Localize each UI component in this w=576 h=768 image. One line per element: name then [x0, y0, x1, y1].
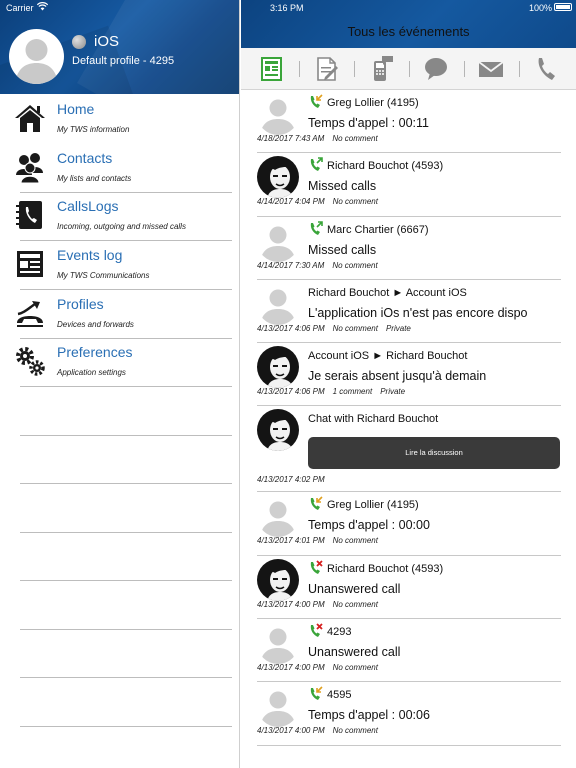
- toolbar-separator: [299, 61, 300, 77]
- contact-avatar[interactable]: [257, 495, 299, 537]
- event-row[interactable]: [241, 619, 576, 682]
- carrier-label: Carrier: [6, 3, 34, 13]
- event-comment-count[interactable]: 1 comment: [332, 387, 373, 397]
- event-list: [241, 90, 576, 746]
- event-row[interactable]: [241, 343, 576, 406]
- event-comment-count[interactable]: No comment: [332, 323, 378, 333]
- event-title: Greg Lollier (4195): [327, 499, 419, 512]
- incoming-call-icon: [308, 94, 323, 109]
- event-title: 4595: [327, 689, 352, 702]
- empty-divider: [20, 435, 232, 436]
- menu-item-title: Events log: [57, 247, 123, 264]
- event-meta: [257, 726, 378, 735]
- wifi-icon: [37, 2, 48, 11]
- events-log-icon: [14, 248, 46, 280]
- event-row[interactable]: [241, 90, 576, 153]
- event-comment-count[interactable]: No comment: [332, 663, 378, 673]
- voicemail-icon[interactable]: [366, 55, 396, 83]
- menu-item-callslogs[interactable]: [0, 191, 239, 240]
- event-text: Temps d'appel : 00:00: [308, 518, 430, 533]
- event-title: Richard Bouchot (4593): [327, 562, 444, 575]
- profile-avatar[interactable]: [9, 29, 64, 84]
- event-private-flag: Private: [385, 323, 411, 333]
- event-title: Account iOS ► Richard Bouchot: [308, 350, 468, 363]
- gears-icon: [14, 345, 46, 377]
- incoming-call-icon: [308, 496, 323, 511]
- event-comment-count[interactable]: No comment: [332, 260, 378, 270]
- event-row[interactable]: [241, 153, 576, 216]
- menu-item-subtitle: My lists and contacts: [57, 173, 132, 183]
- profile-name: iOS: [94, 33, 120, 50]
- event-comment-count[interactable]: No comment: [332, 726, 378, 736]
- main-menu: [0, 94, 239, 386]
- battery-percent: 100%: [528, 3, 552, 13]
- presence-status-icon[interactable]: [72, 35, 86, 49]
- chat-icon[interactable]: [421, 55, 451, 83]
- menu-item-title: Home: [57, 101, 95, 117]
- menu-item-events-log[interactable]: [0, 240, 239, 289]
- event-meta: [257, 536, 378, 545]
- event-text: Unanswered call: [308, 581, 401, 596]
- event-text: Je serais absent jusqu'à demain: [308, 369, 487, 384]
- profiles-icon: [14, 297, 46, 329]
- menu-item-subtitle: Devices and forwards: [57, 319, 134, 329]
- mail-icon[interactable]: [476, 55, 506, 83]
- empty-divider: [20, 483, 232, 484]
- event-date: 4/14/2017 7:30 AM: [257, 260, 325, 270]
- outgoing-call-icon: [308, 221, 323, 236]
- empty-divider: [20, 580, 232, 581]
- menu-item-title: Contacts: [57, 149, 113, 166]
- menu-item-preferences[interactable]: [0, 337, 239, 386]
- event-row[interactable]: [241, 556, 576, 619]
- event-text: Temps d'appel : 00:11: [308, 116, 429, 130]
- event-text: L'application iOs n'est pas encore dispo: [308, 305, 528, 320]
- call-log-icon: [14, 199, 46, 231]
- event-comment-count[interactable]: No comment: [332, 599, 378, 609]
- navigation-bar: [241, 0, 576, 48]
- menu-item-title: Preferences: [57, 344, 133, 361]
- toolbar-separator: [519, 61, 520, 77]
- toolbar-separator: [354, 61, 355, 77]
- home-icon: [14, 102, 46, 134]
- contact-avatar[interactable]: [257, 156, 299, 198]
- menu-item-contacts[interactable]: [0, 143, 239, 192]
- empty-divider: [20, 677, 232, 678]
- contact-avatar[interactable]: [257, 685, 299, 727]
- profile-subtitle: Default profile - 4295: [72, 55, 175, 67]
- menu-item-title: CallsLogs: [57, 198, 119, 215]
- event-text: Missed calls: [308, 179, 377, 194]
- event-date: 4/13/2017 4:06 PM: [257, 387, 325, 397]
- toolbar-separator: [409, 61, 410, 77]
- menu-item-home[interactable]: [0, 94, 239, 143]
- battery-icon: [554, 3, 572, 11]
- empty-divider: [20, 532, 232, 533]
- empty-divider: [20, 629, 232, 630]
- filter-toolbar: [241, 48, 576, 90]
- event-row[interactable]: [241, 492, 576, 555]
- contact-avatar[interactable]: [257, 283, 299, 325]
- event-text: Unanswered call: [308, 645, 401, 660]
- menu-item-profiles[interactable]: [0, 289, 239, 338]
- contact-avatar[interactable]: [257, 559, 299, 601]
- event-title: Richard Bouchot ► Account iOS: [308, 286, 467, 299]
- event-date: 4/13/2017 4:02 PM: [257, 475, 325, 485]
- event-date: 4/18/2017 7:43 AM: [257, 134, 325, 143]
- event-comment-count[interactable]: No comment: [332, 197, 378, 207]
- sidebar: [0, 0, 240, 768]
- notes-icon[interactable]: [311, 55, 341, 83]
- event-row[interactable]: [241, 682, 576, 745]
- divider: [20, 386, 232, 387]
- missed-call-icon: [308, 560, 323, 575]
- event-meta: [257, 387, 405, 396]
- contact-avatar[interactable]: [257, 220, 299, 262]
- event-meta: [257, 324, 411, 333]
- event-meta: [257, 134, 378, 143]
- event-date: 4/14/2017 4:04 PM: [257, 197, 325, 207]
- event-meta: [257, 261, 378, 270]
- event-title: Richard Bouchot (4593): [327, 160, 444, 173]
- read-discussion-button[interactable]: Lire la discussion: [308, 437, 560, 469]
- event-meta: [257, 197, 378, 206]
- toolbar-separator: [464, 61, 465, 77]
- events-panel: [241, 0, 576, 768]
- event-date: 4/13/2017 4:01 PM: [257, 536, 325, 546]
- event-title: 4293: [327, 626, 352, 639]
- event-meta: [257, 663, 378, 672]
- menu-item-subtitle: My TWS Communications: [57, 271, 150, 281]
- all-events-icon[interactable]: [256, 55, 286, 83]
- event-date: 4/13/2017 4:00 PM: [257, 663, 325, 673]
- event-meta: [257, 600, 378, 609]
- event-date: 4/13/2017 4:06 PM: [257, 323, 325, 333]
- event-text: Missed calls: [308, 242, 377, 257]
- event-comment-count[interactable]: No comment: [332, 536, 378, 546]
- contact-avatar[interactable]: [257, 346, 299, 388]
- profile-header[interactable]: [0, 0, 239, 94]
- contact-avatar[interactable]: [257, 622, 299, 664]
- clock: 3:16 PM: [270, 3, 304, 13]
- event-date: 4/13/2017 4:00 PM: [257, 599, 325, 609]
- phone-icon[interactable]: [531, 55, 561, 83]
- contacts-icon: [14, 151, 46, 183]
- event-text: Temps d'appel : 00:06: [308, 708, 430, 723]
- event-title: Greg Lollier (4195): [327, 97, 419, 109]
- empty-divider: [20, 726, 232, 727]
- page-title: Tous les événements: [347, 24, 470, 39]
- missed-call-icon: [308, 623, 323, 638]
- contact-avatar[interactable]: [257, 93, 299, 135]
- event-title: Chat with Richard Bouchot: [308, 413, 439, 426]
- menu-item-subtitle: My TWS information: [57, 125, 130, 134]
- event-title: Marc Chartier (6667): [327, 223, 429, 236]
- menu-item-title: Profiles: [57, 295, 104, 312]
- event-row[interactable]: [241, 280, 576, 343]
- event-date: 4/13/2017 4:00 PM: [257, 726, 325, 736]
- event-comment-count[interactable]: No comment: [332, 134, 378, 143]
- incoming-call-icon: [308, 686, 323, 701]
- event-private-flag: Private: [380, 387, 406, 397]
- event-row[interactable]: [241, 217, 576, 280]
- row-divider: [257, 745, 561, 746]
- menu-item-subtitle: Incoming, outgoing and missed calls: [57, 222, 186, 232]
- contact-avatar[interactable]: [257, 409, 299, 451]
- event-row[interactable]: [241, 406, 576, 492]
- menu-item-subtitle: Application settings: [57, 368, 126, 378]
- event-meta: [257, 475, 325, 484]
- outgoing-call-icon: [308, 157, 323, 172]
